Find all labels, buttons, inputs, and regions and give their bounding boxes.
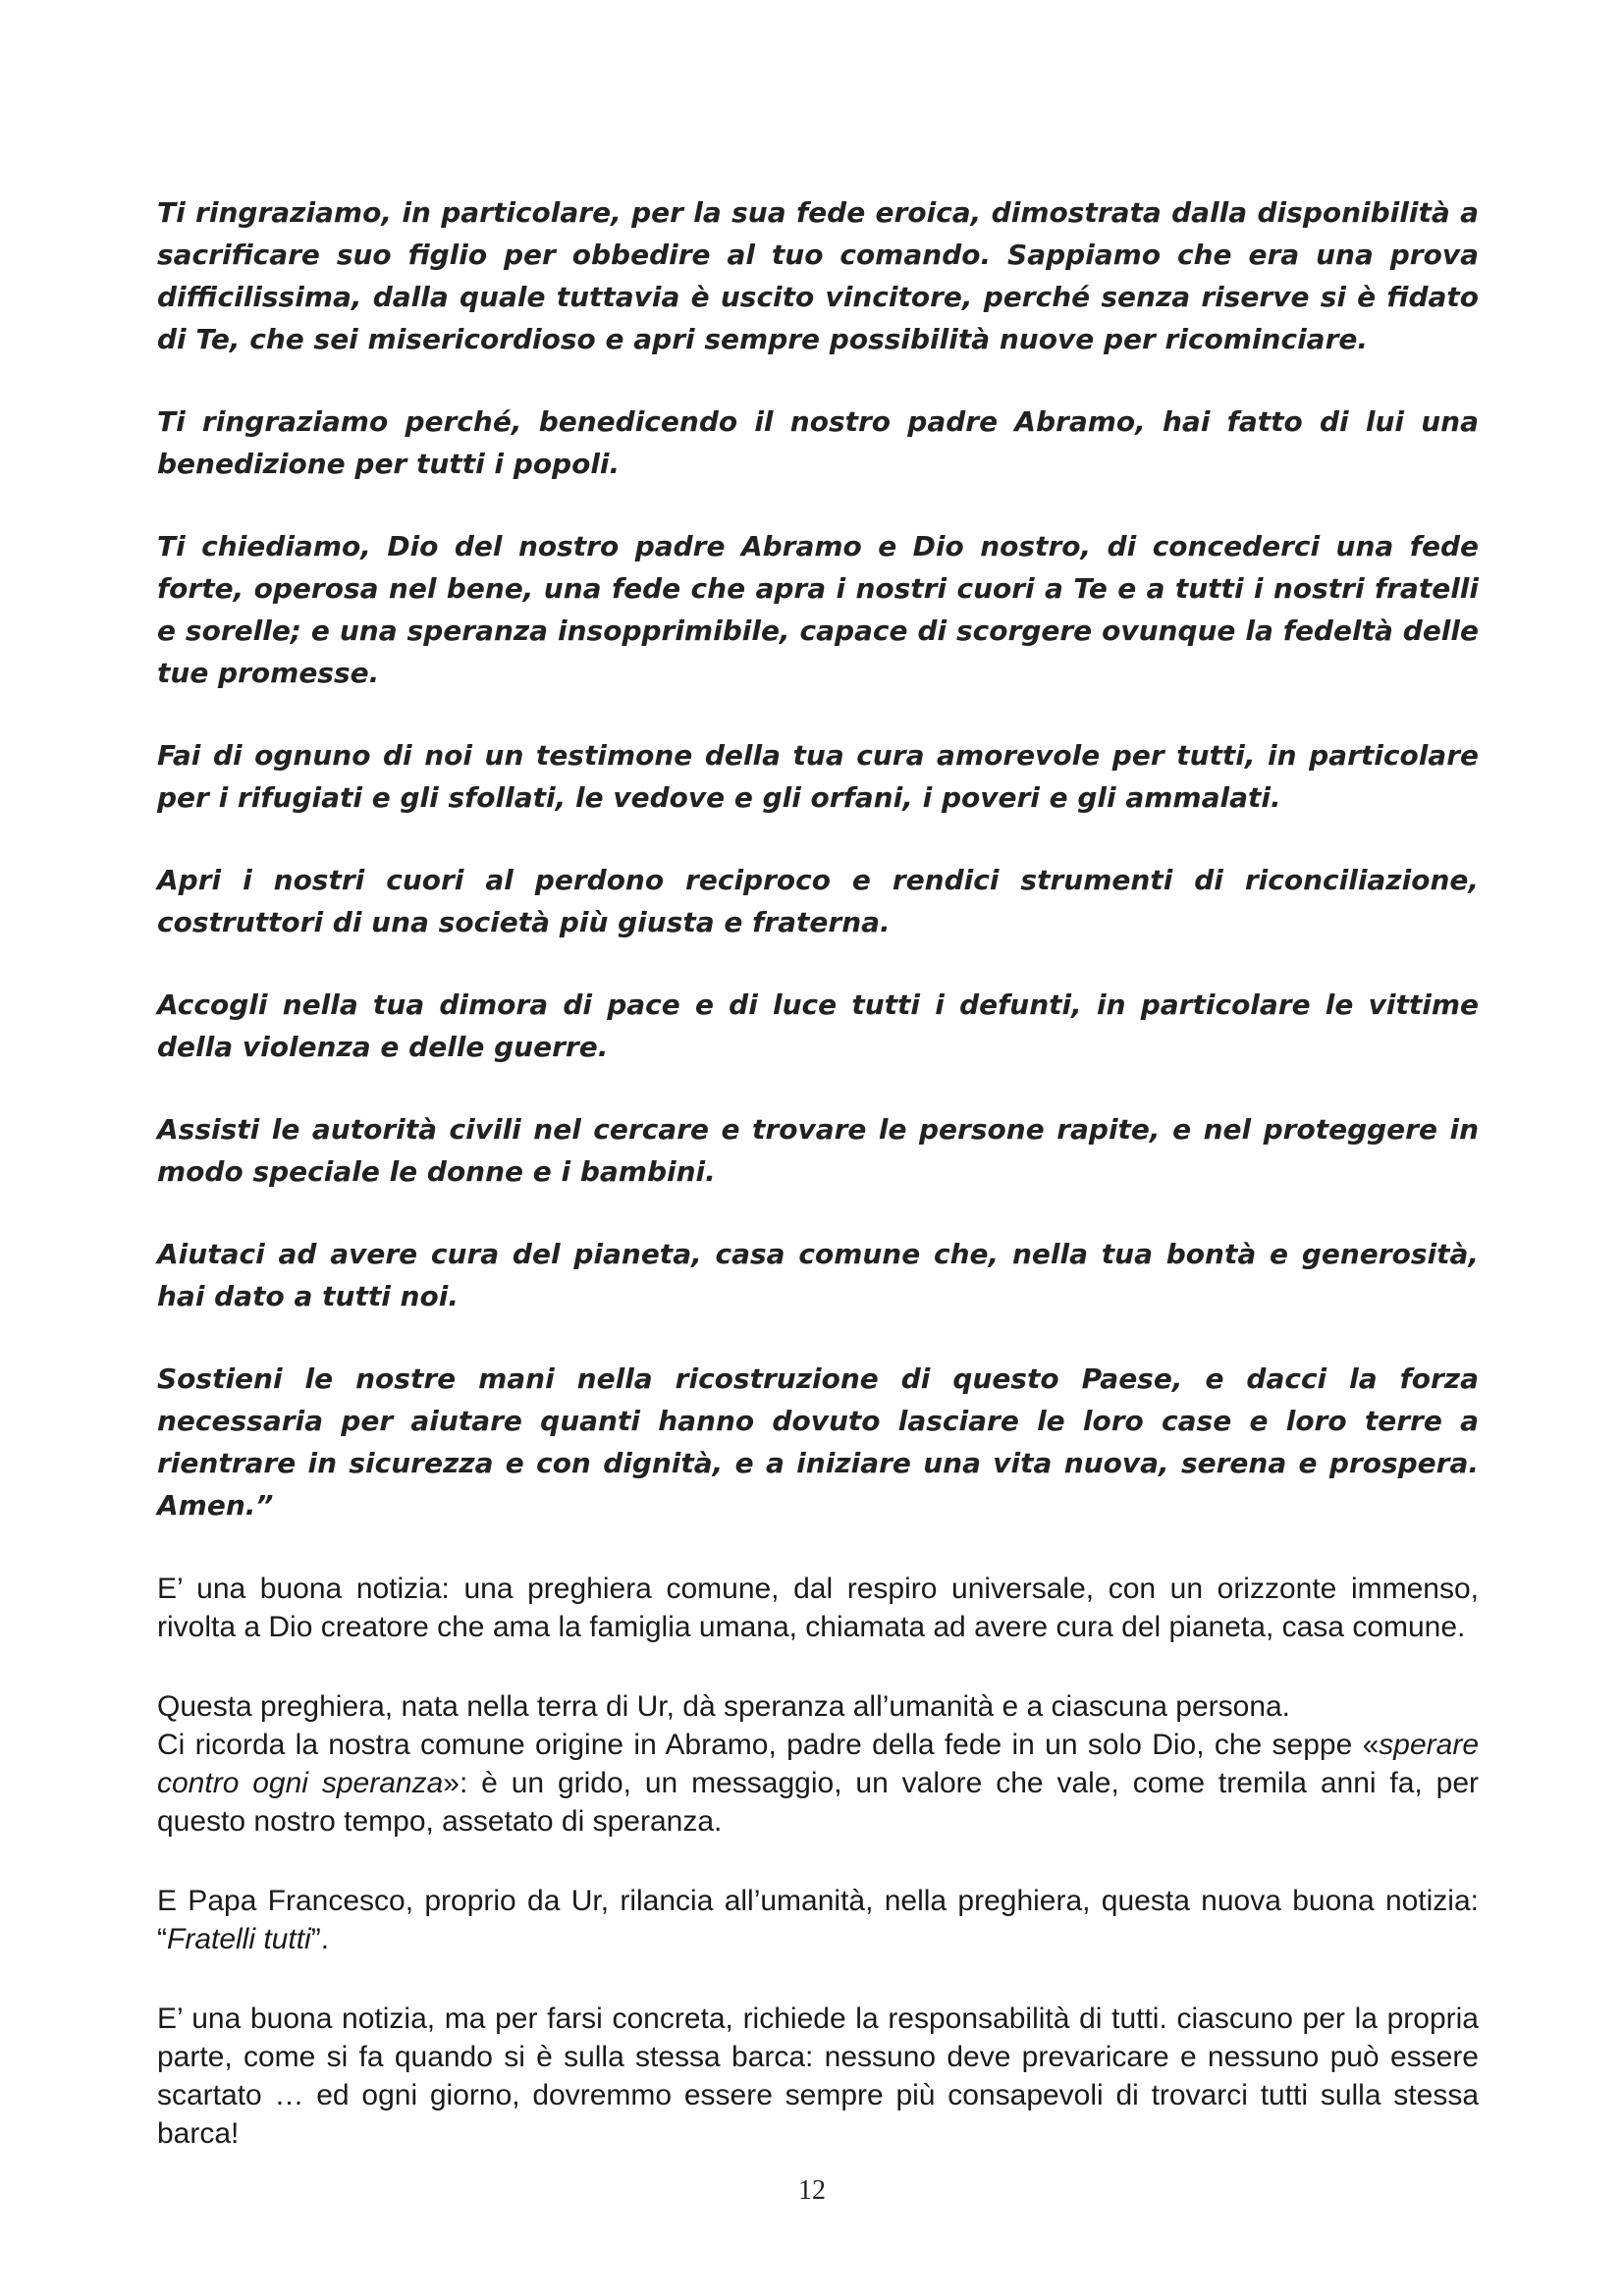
prayer-paragraph: Apri i nostri cuori al perdono reciproco e rendici strumenti di riconciliazione, costruttori di una società più giusta e fraterna. <box>157 864 1479 938</box>
page-content <box>157 191 1479 2194</box>
prayer-paragraph: Accogli nella tua dimora di pace e di luce tutti i defunti, in particolare le vittime della violenza e delle guerre. <box>157 988 1479 1063</box>
commentary-paragraph: Questa preghiera, nata nella terra di Ur, dà speranza all’umanità e a ciascuna persona. <box>157 1690 1291 1723</box>
commentary-paragraph <box>157 1726 1479 1841</box>
text-run: Ci ricorda la nostra comune origine in Abramo, padre della fede in un solo Dio, che seppe « <box>157 1729 1380 1761</box>
text-run: »: è un grido, un messaggio, un valore che vale, come tremila anni fa, per questo nostro tempo, assetato di speranza. <box>157 1767 1479 1838</box>
text-run: E Papa Francesco, proprio da Ur, rilancia all’umanità, nella preghiera, questa nuova buona notizia: “ <box>157 1885 1479 1955</box>
page-number: 12 <box>798 2175 826 2206</box>
commentary-section <box>157 1570 1479 2153</box>
commentary-paragraph: E’ una buona notizia: una preghiera comune, dal respiro universale, con un orizzonte immenso, rivolta a Dio creatore che ama la famiglia umana, chiamata ad avere cura del pianeta, casa comune. <box>157 1573 1479 1643</box>
prayer-paragraph: Ti ringraziamo perché, benedicendo il nostro padre Abramo, hai fatto di lui una benedizione per tutti i popoli. <box>157 405 1479 480</box>
title-italic: Fratelli tutti <box>167 1923 311 1955</box>
prayer-paragraph: Ti ringraziamo, in particolare, per la sua fede eroica, dimostrata dalla disponibilità a sacrificare suo figlio per obbedire al tuo comando. Sappiamo che era una prova difficilissima, dalla quale tuttavia è uscito vincitore, perché senza riserve si è fidato di Te, che sei misericordioso e apri sempre possibilità nuove per ricominciare. <box>157 196 1479 355</box>
prayer-paragraph: Sostieni le nostre mani nella ricostruzione di questo Paese, e dacci la forza necessaria per aiutare quanti hanno dovuto lasciare le loro case e loro terre a rientrare in sicurezza e con dignità, e a iniziare una vita nuova, serena e prospera. Amen.” <box>157 1362 1479 1522</box>
quote-italic: sperare contro ogni speranza <box>157 1729 1479 1799</box>
commentary-paragraph: E’ una buona notizia, ma per farsi concreta, richiede la responsabilità di tutti. ciascuno per la propria parte, come si fa quando si è sulla stessa barca: nessuno deve prevaricare e nessuno può essere scartato … ed ogni giorno, dovremmo essere sempre più consapevoli di trovarci tutti sulla stessa barca! <box>157 2002 1479 2150</box>
prayer-paragraph: Assisti le autorità civili nel cercare e trovare le persone rapite, e nel proteggere in modo speciale le donne e i bambini. <box>157 1113 1479 1188</box>
commentary-paragraph <box>157 1882 1479 1958</box>
prayer-paragraph: Fai di ognuno di noi un testimone della tua cura amorevole per tutti, in particolare per i rifugiati e gli sfollati, le vedove e gli orfani, i poveri e gli ammalati. <box>157 739 1479 814</box>
prayer-section <box>157 191 1479 1526</box>
prayer-paragraph: Aiutaci ad avere cura del pianeta, casa comune che, nella tua bontà e generosità, hai dato a tutti noi. <box>157 1238 1479 1312</box>
prayer-paragraph: Ti chiediamo, Dio del nostro padre Abramo e Dio nostro, di concederci una fede forte, operosa nel bene, una fede che apra i nostri cuori a Te e a tutti i nostri fratelli e sorelle; e una speranza insopprimibile, capace di scorgere ovunque la fedeltà delle tue promesse. <box>157 530 1479 689</box>
text-run: ”. <box>310 1923 330 1955</box>
